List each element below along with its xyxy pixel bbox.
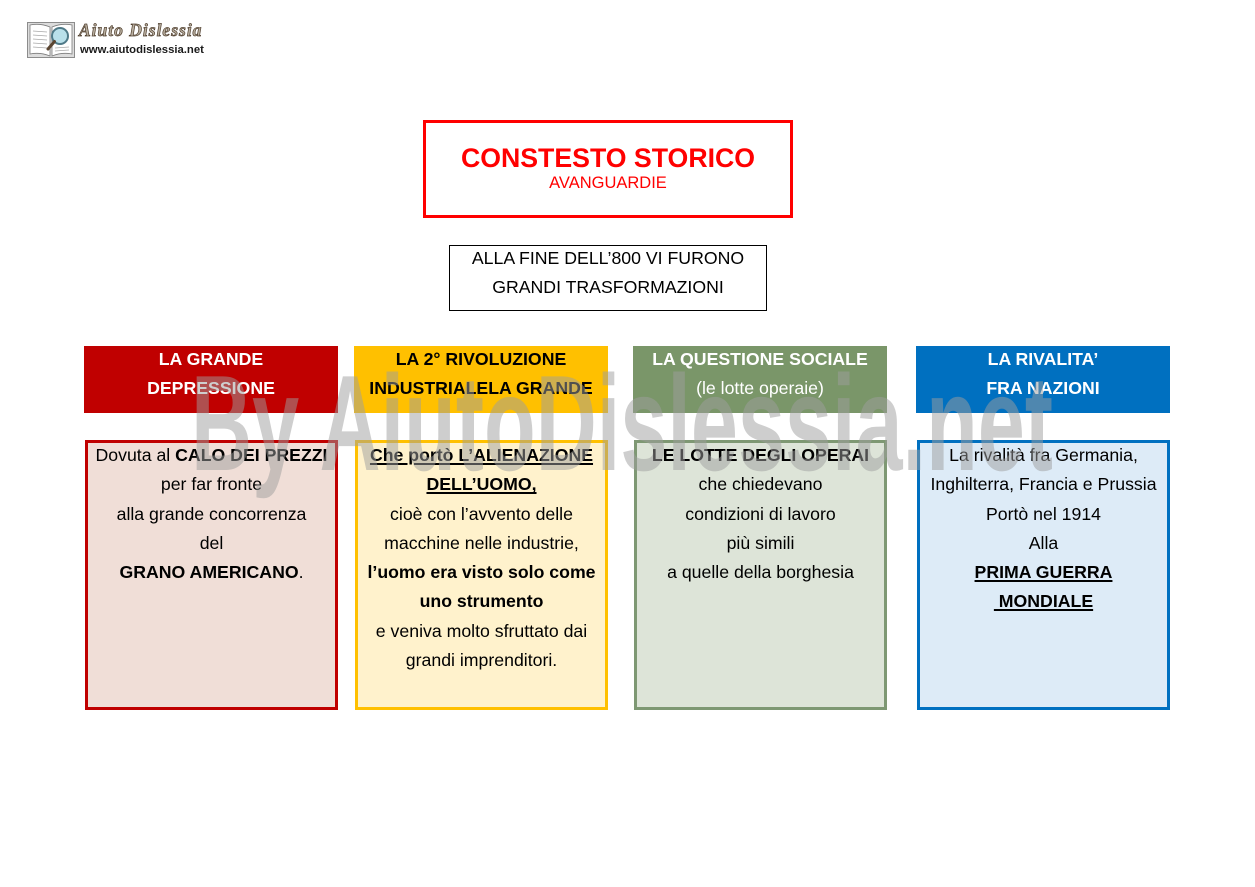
intro-text: GRANDI TRASFORMAZIONI (492, 277, 724, 298)
box-rivoluzione-industriale-line (358, 558, 605, 587)
box-grande-depressione-line (88, 558, 335, 587)
box-rivoluzione-industriale-text (358, 441, 605, 675)
watermark-text: By AiutoDislessia.net (191, 347, 1053, 499)
header-grande-depressione-text (84, 345, 338, 404)
header-rivoluzione-industriale (354, 346, 608, 413)
logo-website: www.aiutodislessia.net (80, 44, 204, 56)
header-rivalita-nazioni-bold-text: LA RIVALITA’ (987, 348, 1099, 369)
box-rivalita-nazioni-line (920, 558, 1167, 587)
box-rivalita-nazioni-line (920, 441, 1167, 470)
header-grande-depressione-line (84, 345, 338, 374)
box-grande-depressione-bold-text: GRANO AMERICANO (119, 562, 299, 583)
box-rivoluzione-industriale-bold-text: DELL’UOMO, (426, 474, 537, 495)
header-grande-depressione-bold-text: DEPRESSIONE (147, 377, 275, 398)
box-questione-sociale-text: a quelle della borghesia (667, 562, 854, 583)
box-rivoluzione-industriale-line (358, 529, 605, 558)
box-questione-sociale-line (637, 500, 884, 529)
box-grande-depressione-text: per far fronte (160, 474, 263, 495)
box-grande-depressione-line (88, 500, 335, 529)
header-questione-sociale-text (633, 345, 887, 404)
header-questione-sociale-text: (le lotte operaie) (696, 377, 824, 398)
header-grande-depressione-line (84, 374, 338, 403)
box-grande-depressione-line (88, 470, 335, 499)
header-rivoluzione-industriale-line (354, 374, 608, 403)
box-grande-depressione-text (88, 441, 335, 587)
box-rivoluzione-industriale-line (358, 441, 605, 470)
box-rivoluzione-industriale-line (358, 470, 605, 499)
box-rivoluzione-industriale-line (358, 617, 605, 646)
header-rivalita-nazioni-text (916, 345, 1170, 404)
box-questione-sociale-bold-text: LE LOTTE DEGLI OPERAI (651, 445, 870, 465)
box-grande-depressione-bold-text: CALO DEI PREZZI (175, 445, 328, 465)
header-rivoluzione-industriale-bold-text: INDUSTRIALELA GRANDE (369, 377, 593, 398)
box-rivalita-nazioni-bold-text: PRIMA GUERRA (974, 562, 1113, 583)
intro-text: ALLA FINE DELL’800 VI FURONO (471, 248, 745, 268)
box-grande-depressione-text: alla grande concorrenza (116, 503, 307, 524)
page-title: CONSTESTO STORICO (460, 143, 756, 173)
box-rivoluzione-industriale (355, 440, 608, 710)
box-rivalita-nazioni (917, 440, 1170, 710)
box-rivoluzione-industriale-text: cioè con l’avvento delle (390, 503, 573, 524)
intro-line (450, 244, 766, 273)
header-questione-sociale-line (633, 345, 887, 374)
box-rivoluzione-industriale-bold-text: l’uomo era visto solo come (367, 562, 596, 583)
box-rivoluzione-industriale-text: macchine nelle industrie, (384, 532, 579, 553)
box-rivoluzione-industriale-line (358, 500, 605, 529)
box-questione-sociale (634, 440, 887, 710)
header-rivoluzione-industriale-line (354, 345, 608, 374)
intro-text (450, 244, 766, 303)
box-questione-sociale-line (637, 441, 884, 470)
box-rivalita-nazioni-text (920, 441, 1167, 617)
box-rivalita-nazioni-text: Inghilterra, Francia e Prussia (930, 474, 1157, 495)
box-questione-sociale-text: più simili (726, 532, 795, 553)
box-questione-sociale-text: condizioni di lavoro (685, 503, 836, 524)
header-questione-sociale-line (633, 374, 887, 403)
box-questione-sociale-line (637, 558, 884, 587)
box-rivalita-nazioni-text: Portò nel 1914 (985, 503, 1102, 524)
box-rivoluzione-industriale-text: grandi imprenditori. (405, 650, 558, 671)
header-rivalita-nazioni-line (916, 345, 1170, 374)
box-questione-sociale-text: che chiedevano (698, 474, 823, 495)
box-questione-sociale-text (637, 441, 884, 587)
box-grande-depressione-line (88, 441, 335, 470)
box-grande-depressione-text: Dovuta al (95, 445, 176, 465)
logo-name: Aiuto Dislessia (79, 20, 203, 40)
header-rivoluzione-industriale-text (354, 345, 608, 404)
box-rivalita-nazioni-line (920, 500, 1167, 529)
intro-line (450, 273, 766, 302)
intro-box (449, 245, 767, 311)
header-rivalita-nazioni (916, 346, 1170, 413)
box-rivalita-nazioni-line (920, 587, 1167, 616)
box-rivoluzione-industriale-line (358, 587, 605, 616)
header-questione-sociale (633, 346, 887, 413)
box-rivalita-nazioni-bold-text: MONDIALE (993, 591, 1094, 612)
header-grande-depressione (84, 346, 338, 413)
header-questione-sociale-bold-text: LA QUESTIONE SOCIALE (652, 348, 868, 369)
box-grande-depressione (85, 440, 338, 710)
box-rivalita-nazioni-line (920, 470, 1167, 499)
box-rivalita-nazioni-text: La rivalità fra Germania, (949, 445, 1138, 465)
header-grande-depressione-bold-text: LA GRANDE (158, 348, 264, 369)
box-rivoluzione-industriale-line (358, 646, 605, 675)
header-rivalita-nazioni-bold-text: FRA NAZIONI (986, 377, 1100, 398)
box-rivoluzione-industriale-bold-text: uno strumento (419, 591, 544, 612)
box-grande-depressione-text: . (298, 562, 304, 583)
box-rivalita-nazioni-text: Alla (1028, 532, 1059, 553)
box-rivoluzione-industriale-bold-text: Che portò L’ALIENAZIONE (369, 445, 594, 465)
box-grande-depressione-text: del (199, 532, 224, 553)
box-rivalita-nazioni-line (920, 529, 1167, 558)
header-rivoluzione-industriale-bold-text: LA 2° RIVOLUZIONE (395, 348, 567, 369)
page-subtitle: AVANGUARDIE (549, 174, 667, 192)
box-rivoluzione-industriale-text: e veniva molto sfruttato dai (375, 620, 588, 641)
box-grande-depressione-line (88, 529, 335, 558)
box-questione-sociale-line (637, 529, 884, 558)
book-magnifier-icon (27, 20, 75, 60)
box-questione-sociale-line (637, 470, 884, 499)
title-box (423, 120, 793, 218)
header-rivalita-nazioni-line (916, 374, 1170, 403)
